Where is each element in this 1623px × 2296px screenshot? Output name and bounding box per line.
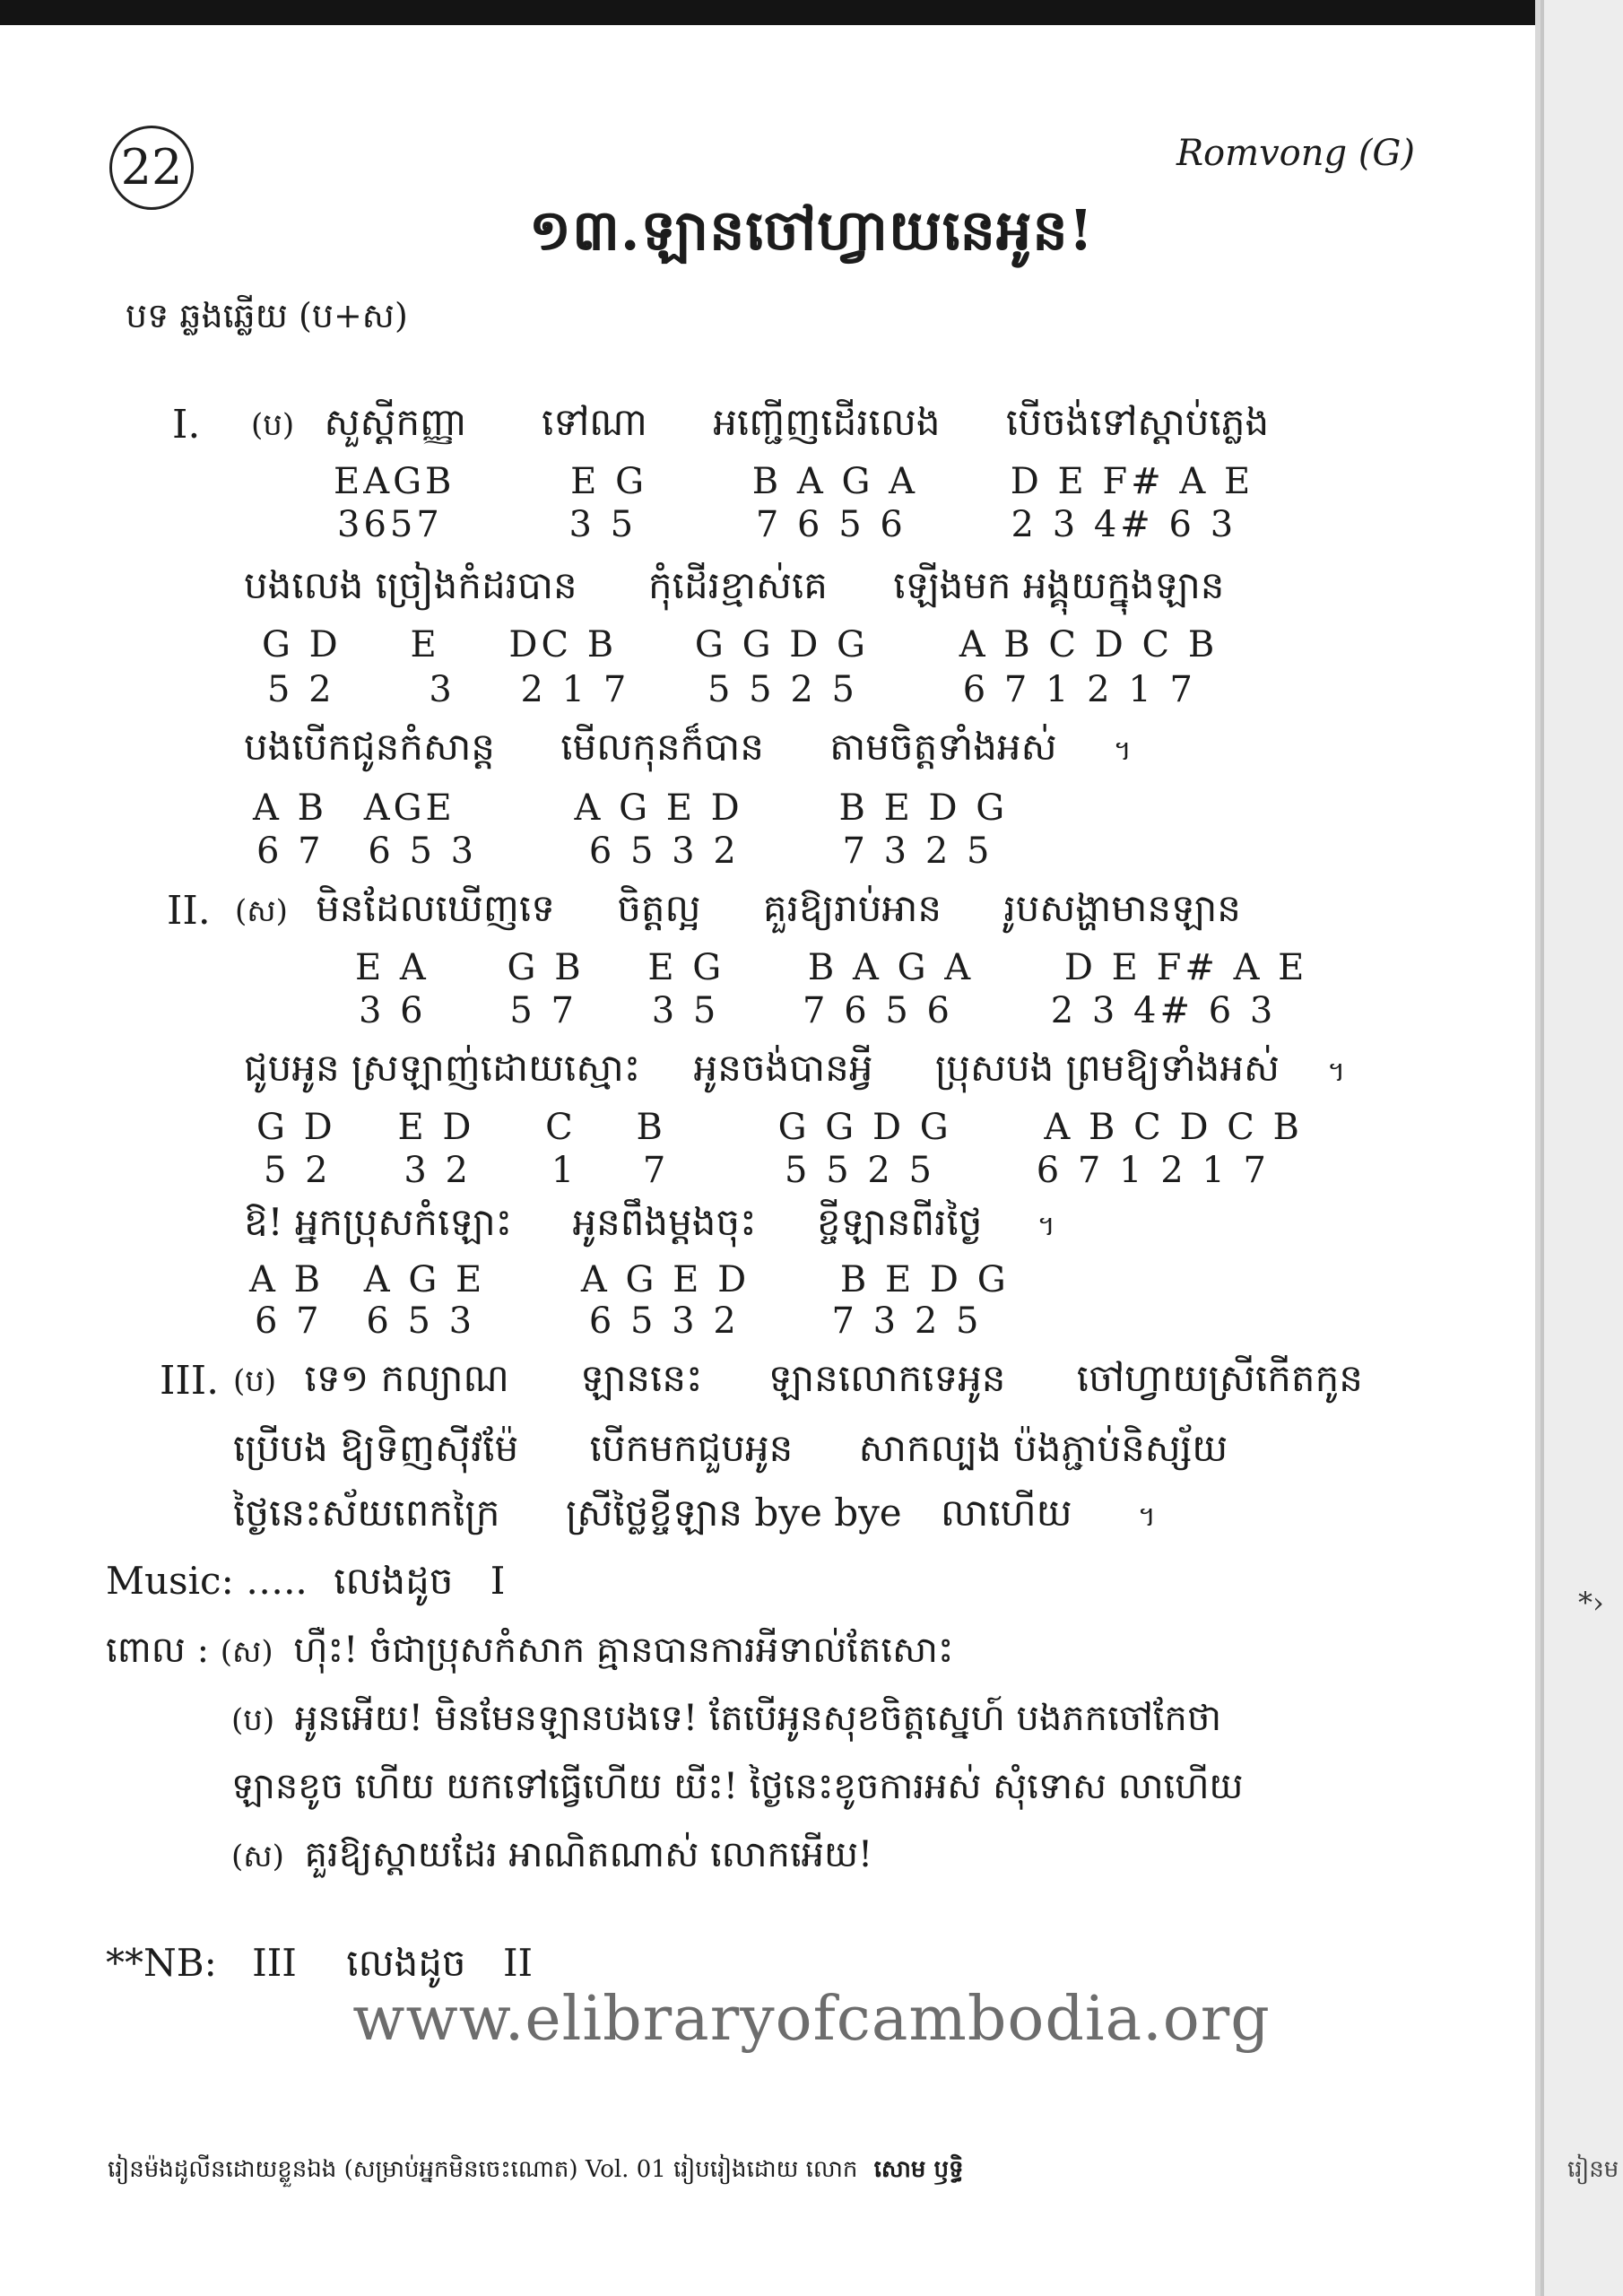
music-label: Music: ….. (106, 1559, 308, 1603)
note-letters: B E D G (839, 1259, 1010, 1300)
verse-3-number: III. (160, 1358, 220, 1404)
verse-1-line-1 (251, 398, 1269, 454)
note-numbers: 7 6 5 6 (803, 990, 953, 1031)
spoken-text: គួរឱ្យស្តាយដែរ អាណិតណាស់ លោកអើយ! (304, 1834, 873, 1875)
note-letters: E A (355, 947, 430, 988)
verse-1-number: I. (172, 402, 201, 448)
verse-2-line-2 (244, 1044, 1345, 1100)
spoken-line-2 (231, 1695, 1221, 1748)
phrase-end-mark: ។ (1113, 735, 1132, 767)
note-letters: G D (262, 624, 342, 665)
lyric-phrase: អញ្ជើញដើរលេង (713, 400, 941, 444)
lyric-phrase: ចៅហ្វាយស្រីកើតកូន (1076, 1356, 1363, 1400)
verse-3-line-3 (233, 1489, 1156, 1544)
note-numbers: 3 5 (651, 990, 720, 1031)
verse-1-numbers-1 (337, 504, 1237, 545)
style-label: Romvong (G) (1176, 133, 1415, 174)
lyric-phrase: ប្រើបង ឱ្យទិញស៊ីវម៉ែ (233, 1426, 519, 1470)
verse-1-line-2 (244, 561, 1224, 617)
lyric-phrase: ប្រុសបង ព្រមឱ្យទាំងអស់ (934, 1046, 1280, 1090)
note-numbers: 6 5 3 2 (588, 831, 740, 872)
lyric-phrase: ខ្ចីឡានពីរថ្ងៃ (816, 1200, 983, 1244)
lyric-phrase: បងលេង ច្រៀងកំដរបាន (244, 563, 577, 607)
music-ref: I (490, 1559, 506, 1603)
note-letters: EAGB (334, 461, 456, 502)
note-numbers: 7 3 2 5 (831, 1300, 983, 1342)
next-page-edge (1541, 0, 1623, 2296)
lyric-phrase: ឡើងមក អង្គុយក្នុងឡាន (893, 563, 1225, 607)
lyric-phrase: ចិត្តល្អ (617, 886, 701, 930)
lyric-phrase: បើចង់ទៅស្តាប់ភ្លេង (1005, 400, 1270, 444)
singer-tag: (ប) (231, 1702, 275, 1738)
lyric-phrase: កុំដើរខ្មាស់គេ (647, 563, 828, 607)
spoken-text: ឡានខូច ហើយ យកទៅធ្វើហើយ យីះ! ថ្ងៃនេះខូចការអស់ សុំទោស លាហើយ (231, 1766, 1244, 1807)
note-letters: B (636, 1107, 666, 1148)
footer-author: សោម ឫទ្ធិ (873, 2156, 964, 2183)
note-numbers: 2 3 4# 6 3 (1050, 990, 1277, 1031)
note-numbers: 3 6 (359, 990, 427, 1031)
watermark-url: www.elibraryofcambodia.org (352, 1984, 1271, 2055)
singer-tag: (ស) (220, 1634, 273, 1670)
singer-tag: (ប) (251, 407, 295, 443)
note-numbers: 6 5 3 (368, 831, 478, 872)
lyric-phrase: បងបើកជូនកំសាន្ត (244, 725, 495, 769)
spoken-line-4 (231, 1831, 872, 1884)
note-letters: E G (570, 461, 648, 502)
note-letters: A B (249, 1259, 324, 1300)
lyric-phrase: រូបសង្ហាមានឡាន (1003, 886, 1241, 930)
note-numbers: 5 5 2 5 (785, 1150, 935, 1191)
note-letters: AGE (363, 787, 456, 829)
note-numbers: 1 (551, 1150, 578, 1191)
note-letters: E D (397, 1107, 475, 1148)
lyric-phrase: អូនពឹងម្តងចុះ (572, 1200, 757, 1244)
verse-1-numbers-3 (256, 831, 993, 872)
spoken-text: ហ៊ឺះ! ចំជាប្រុសកំសាក គ្មានបានការអីទាល់តែសោះ (293, 1630, 954, 1671)
scan-border-top (0, 0, 1623, 25)
lyric-phrase: មើលកុនក៏បាន (560, 725, 764, 769)
note-numbers: 6 7 1 2 1 7 (1036, 1150, 1270, 1191)
note-letters: G B (507, 947, 585, 988)
lyric-phrase: អូនចង់បានអ្វី (693, 1046, 873, 1090)
note-numbers: 5 2 (264, 1150, 332, 1191)
note-letters: B A G A (751, 461, 919, 502)
verse-3-line-2 (233, 1424, 1228, 1480)
note-letters: C (545, 1107, 577, 1148)
note-letters: A G E (363, 1259, 486, 1300)
phrase-end-mark: ។ (1327, 1057, 1346, 1088)
next-page-footer-fragment: រៀនម (1567, 2156, 1619, 2183)
note-letters: G G D G (777, 1107, 952, 1148)
verse-2-notes-2 (256, 1107, 1303, 1148)
phrase-end-mark: ។ (1037, 1211, 1055, 1242)
note-numbers: 5 2 (267, 669, 335, 710)
verse-2-notes-1 (355, 947, 1307, 988)
lyric-phrase: គួរឱ្យរាប់អាន (762, 886, 942, 930)
lyric-phrase: សាកល្បង ប៉ងភ្ជាប់និស្ស័យ (858, 1426, 1228, 1470)
note-numbers: 2 1 7 (520, 669, 630, 710)
nb-text: លេងដូច (346, 1941, 466, 1985)
page-number-badge: 22 (109, 126, 194, 210)
note-letters: E G (647, 947, 725, 988)
spoken-label: ពោល : (106, 1630, 210, 1671)
lyric-phrase: ទេ១ កល្យាណ (304, 1356, 509, 1400)
lyric-phrase: លាហើយ (941, 1491, 1072, 1535)
note-letters: B E D G (838, 787, 1009, 829)
verse-2-line-3 (244, 1198, 1055, 1254)
note-numbers: 3 (429, 669, 456, 710)
lyric-phrase: ថ្ងៃនេះស័យពេកក្រៃ (233, 1491, 500, 1535)
music-text: លេងដូច (334, 1559, 454, 1603)
verse-2-notes-3 (249, 1259, 1010, 1300)
note-letters: A B (253, 787, 327, 829)
singer-tag: (ប) (233, 1363, 277, 1399)
lyric-phrase: ឱ! អ្នកប្រុសកំឡោះ (244, 1200, 513, 1244)
note-numbers: 3 2 (404, 1150, 472, 1191)
note-letters: A B C D C B (1044, 1107, 1303, 1148)
note-letters: D E F# A E (1063, 947, 1308, 988)
note-numbers: 7 6 5 6 (755, 504, 907, 545)
note-numbers: 6 7 (255, 1300, 323, 1342)
note-numbers: 7 3 2 5 (842, 831, 994, 872)
lyric-phrase: បើកមកជួបអូន (589, 1426, 794, 1470)
lyric-phrase: ឡានលោកទេអូន (768, 1356, 1006, 1400)
note-numbers: 6 7 (256, 831, 325, 872)
note-letters: B A G A (807, 947, 975, 988)
lyric-phrase: សួស្តីកញ្ញា (324, 400, 467, 444)
nb-ref: III (252, 1941, 297, 1985)
music-note (106, 1557, 505, 1613)
lyric-phrase: ទៅណា (541, 400, 647, 444)
note-numbers: 6 7 1 2 1 7 (962, 669, 1196, 710)
nb-label: **NB: (106, 1941, 217, 1985)
note-letters: A B C D C B (959, 624, 1219, 665)
nb-ref: II (502, 1941, 534, 1985)
note-letters: A G E D (580, 1259, 751, 1300)
verse-1-notes-1 (334, 461, 1254, 502)
note-numbers: 7 (642, 1150, 670, 1191)
verse-2-number: II. (167, 888, 211, 934)
note-numbers: 5 7 (509, 990, 577, 1031)
verse-1-notes-3 (253, 787, 1008, 829)
verse-2-numbers-2 (264, 1150, 1270, 1191)
note-letters: D E F# A E (1010, 461, 1254, 502)
note-numbers: 2 3 4# 6 3 (1011, 504, 1237, 545)
spoken-line-3 (231, 1763, 1244, 1816)
edge-mark: *› (1578, 1586, 1604, 1620)
note-numbers: 6 5 3 2 (588, 1300, 740, 1342)
note-numbers: 3 5 (568, 504, 638, 545)
note-letters: G D (256, 1107, 336, 1148)
footer-text: រៀនម៉ងដូលីនដោយខ្លួនឯង (សម្រាប់អ្នកមិនចេះណោត) Vol. 01 រៀបរៀងដោយ លោក (108, 2156, 858, 2183)
verse-2-numbers-1 (359, 990, 1276, 1031)
note-letters: A G E D (574, 787, 743, 829)
note-letters: E (410, 624, 440, 665)
verse-1-notes-2 (262, 624, 1218, 665)
verse-1-line-3 (244, 723, 1132, 778)
phrase-end-mark: ។ (1138, 1501, 1156, 1533)
verse-2-numbers-3 (255, 1300, 982, 1342)
verse-3-line-1 (233, 1354, 1363, 1410)
spoken-text: អូនអើយ! មិនមែនឡានបងទេ! តែបើអូនសុខចិត្តស្នេហ៍ បងភកចៅកែថា (294, 1698, 1222, 1739)
page-footer (108, 2154, 963, 2188)
singer-tag: (ស) (231, 1839, 284, 1874)
note-numbers: 3657 (337, 504, 443, 545)
lyric-phrase: មិនដែលឃើញទេ (316, 886, 555, 930)
note-numbers: 5 5 2 5 (707, 669, 858, 710)
note-letters: G G D G (694, 624, 869, 665)
lyric-phrase: ជូបអូន ស្រឡាញ់ដោយស្មោះ (244, 1046, 641, 1090)
note-letters: DC B (508, 624, 618, 665)
song-title: ១៣.ឡានចៅហ្វាយនេអូន! (529, 197, 1094, 263)
note-numbers: 6 5 3 (366, 1300, 476, 1342)
verse-2-line-1 (235, 884, 1241, 940)
lyric-phrase: ស្រីថ្លៃខ្ចីឡាន bye bye (565, 1491, 902, 1535)
lyric-phrase: ឡាននេះ (580, 1356, 703, 1400)
lyric-phrase: តាមចិត្តទាំងអស់ (829, 725, 1057, 769)
song-subtitle: បទ ឆ្លងឆ្លើយ (ប+ស) (126, 296, 408, 335)
singer-tag: (ស) (235, 893, 288, 929)
spoken-line-1 (106, 1627, 953, 1680)
verse-1-numbers-2 (267, 669, 1196, 710)
